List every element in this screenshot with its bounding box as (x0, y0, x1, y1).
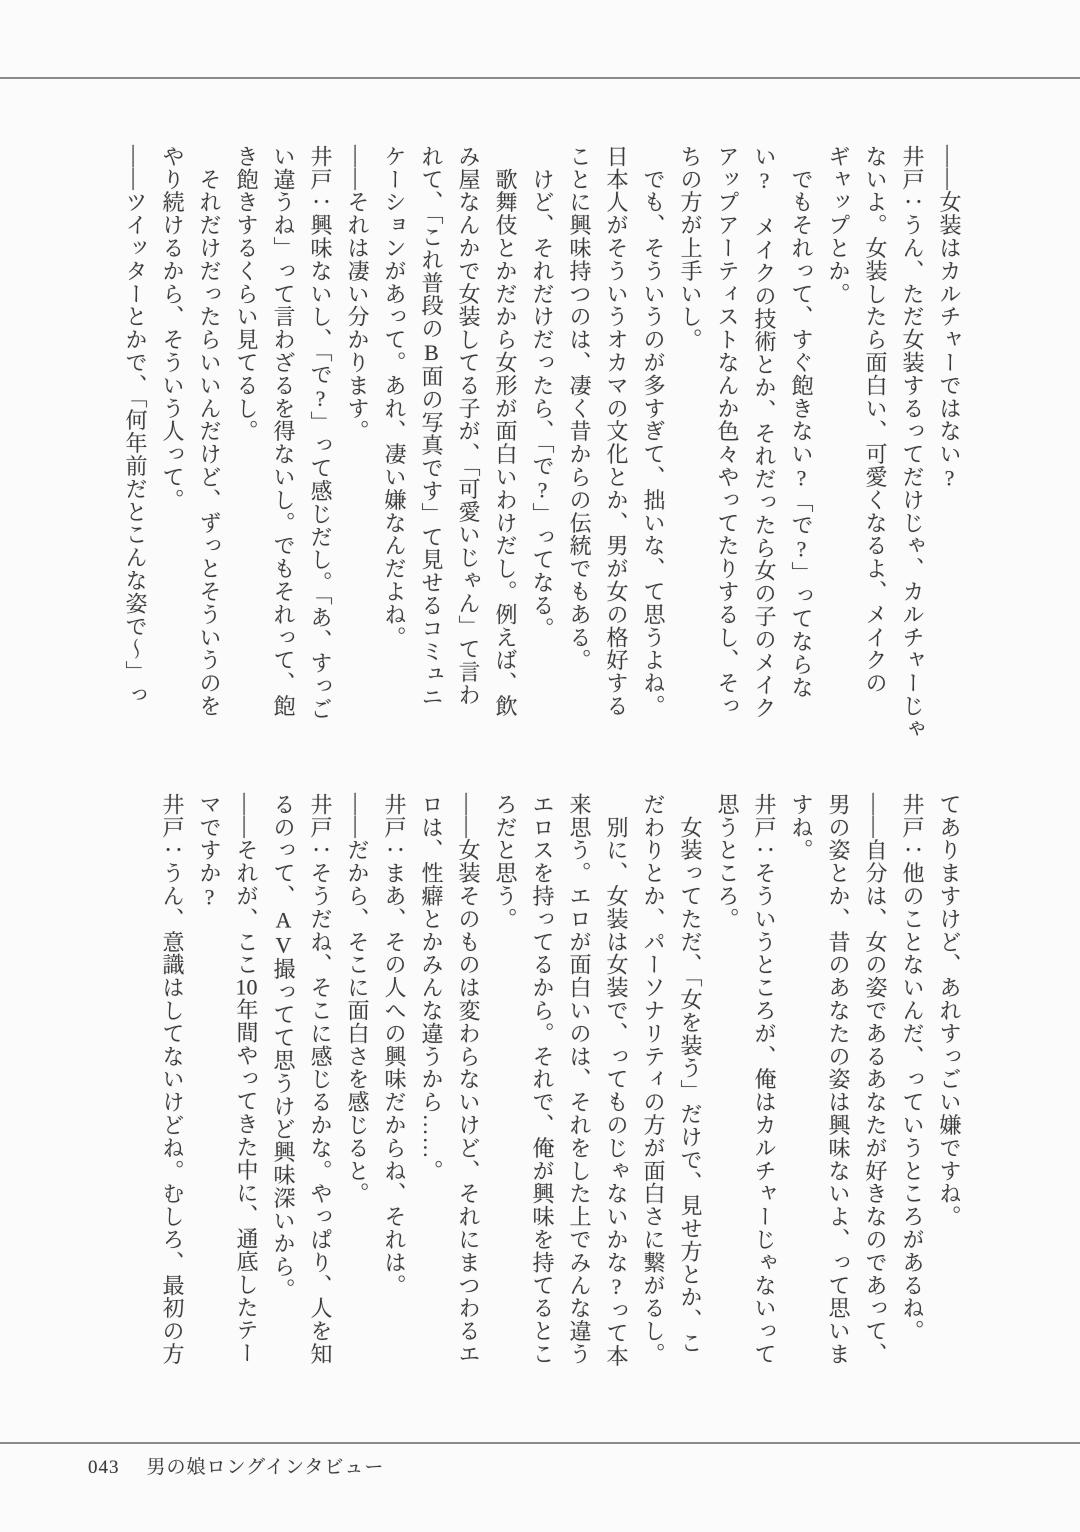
text-column: アップアーティストなんか色々やってたりするし、そっ (715, 145, 740, 718)
text-column: けど、それだけだったら、「で?」ってなる。 (530, 145, 555, 640)
text-column: すね。 (789, 793, 814, 862)
text-column: ロは、性癖とかみんな違うから……。 (419, 793, 444, 1183)
text-column: ないよ。女装したら面白い、可愛くなるよ、メイクの (863, 145, 888, 695)
header-rule (0, 77, 1080, 79)
text-column: ——女装そのものは変わらないけど、それにまつわるエ (456, 793, 481, 1366)
text-column: 井戸：うん、ただ女装するってだけじゃ、カルチャーじゃ (900, 145, 925, 741)
text-column: だわりとか、パーソナリティの方が面白さに繋がるし。 (641, 793, 666, 1366)
text-column: マですか? (197, 793, 222, 910)
text-column: でも、そういうのが多すぎて、拙いな、て思うよね。 (641, 145, 666, 718)
text-column: 井戸：そうだね、そこに感じるかな。やっぱり、人を知 (308, 793, 333, 1366)
text-column: ——女装はカルチャーではない? (937, 145, 962, 491)
page-number: 043 (88, 1457, 120, 1478)
interview-text-bottom-block (154, 793, 968, 1391)
text-column: 日本人がそういうオカマの文化とか、男が女の格好する (604, 145, 629, 718)
text-column: ——ツイッターとかで、「何年前だとこんな姿で〜」っ (123, 145, 148, 707)
text-column: 井戸：興味ないし、「で?」って感じだし。「あ、すっご (308, 145, 333, 721)
page-footer (88, 1452, 384, 1479)
text-column: み屋なんかで女装してる子が、「可愛いじゃん」て言わ (456, 145, 481, 707)
text-column: 来思う。エロが面白いのは、それをした上でみんな違う (567, 793, 592, 1366)
text-column: 井戸：まあ、その人への興味だからね、それは。 (382, 793, 407, 1297)
text-column: ろだと思う。 (493, 793, 518, 931)
text-column: それだけだったらいいんだけど、ずっとそういうのを (197, 145, 222, 718)
text-column: ケーションがあって。あれ、凄い嫌なんだよね。 (382, 145, 407, 649)
interview-text-top-block (117, 145, 968, 743)
text-column: 井戸：他のことないんだ、っていうところがあるね。 (900, 793, 925, 1343)
footer-rule (0, 1442, 1080, 1444)
text-column: い? メイクの技術とか、それだったら女の子のメイク (752, 145, 777, 720)
text-column: れて、「これ普段のB面の写真です」て見せるコミュニ (419, 145, 444, 709)
text-column: ちの方が上手いし。 (678, 145, 703, 352)
text-column: でもそれって、すぐ飽きない?「で?」ってならな (789, 145, 814, 699)
text-column: 井戸：そういうところが、俺はカルチャーじゃないって (752, 793, 777, 1366)
text-column: 別に、女装は女装で、ってものじゃないかな?って本 (604, 793, 629, 1368)
text-column: ことに興味持つのは、凄く昔からの伝統でもある。 (567, 145, 592, 672)
text-column: き飽きするくらい見てるし。 (234, 145, 259, 443)
text-column: るのって、AV撮ってて思うけど興味深いから。 (271, 793, 296, 1301)
text-column: てありますけど、あれすっごい嫌ですね。 (937, 793, 962, 1229)
text-column: 女装ってただ、「女を装う」だけで、見せ方とか、こ (678, 793, 703, 1355)
text-column: 思うところ。 (715, 793, 740, 931)
text-column: やり続けるから、そういう人って。 (160, 145, 185, 512)
text-column: ギャップとか。 (826, 145, 851, 306)
text-column: 男の姿とか、昔のあなたの姿は興味ないよ、って思いま (826, 793, 851, 1366)
text-column: 井戸：うん、意識はしてないけどね。むしろ、最初の方 (160, 793, 185, 1366)
text-column: ——だから、そこに面白さを感じると。 (345, 793, 370, 1206)
text-column: エロスを持ってるから。それで、俺が興味を持てるとこ (530, 793, 555, 1366)
running-title: 男の娘ロングインタビュー (146, 1457, 385, 1478)
text-column: ——自分は、女の姿であるあなたが好きなのであって、 (863, 793, 888, 1366)
text-column: ——それが、ここ10年間やってきた中に、通底したテー (234, 793, 259, 1365)
text-column: ——それは凄い分かります。 (345, 145, 370, 443)
text-column: い違うね」って言わざるを得ないし。でもそれって、飽 (271, 145, 296, 718)
text-column: 歌舞伎とかだから女形が面白いわけだし。例えば、飲 (493, 145, 518, 718)
